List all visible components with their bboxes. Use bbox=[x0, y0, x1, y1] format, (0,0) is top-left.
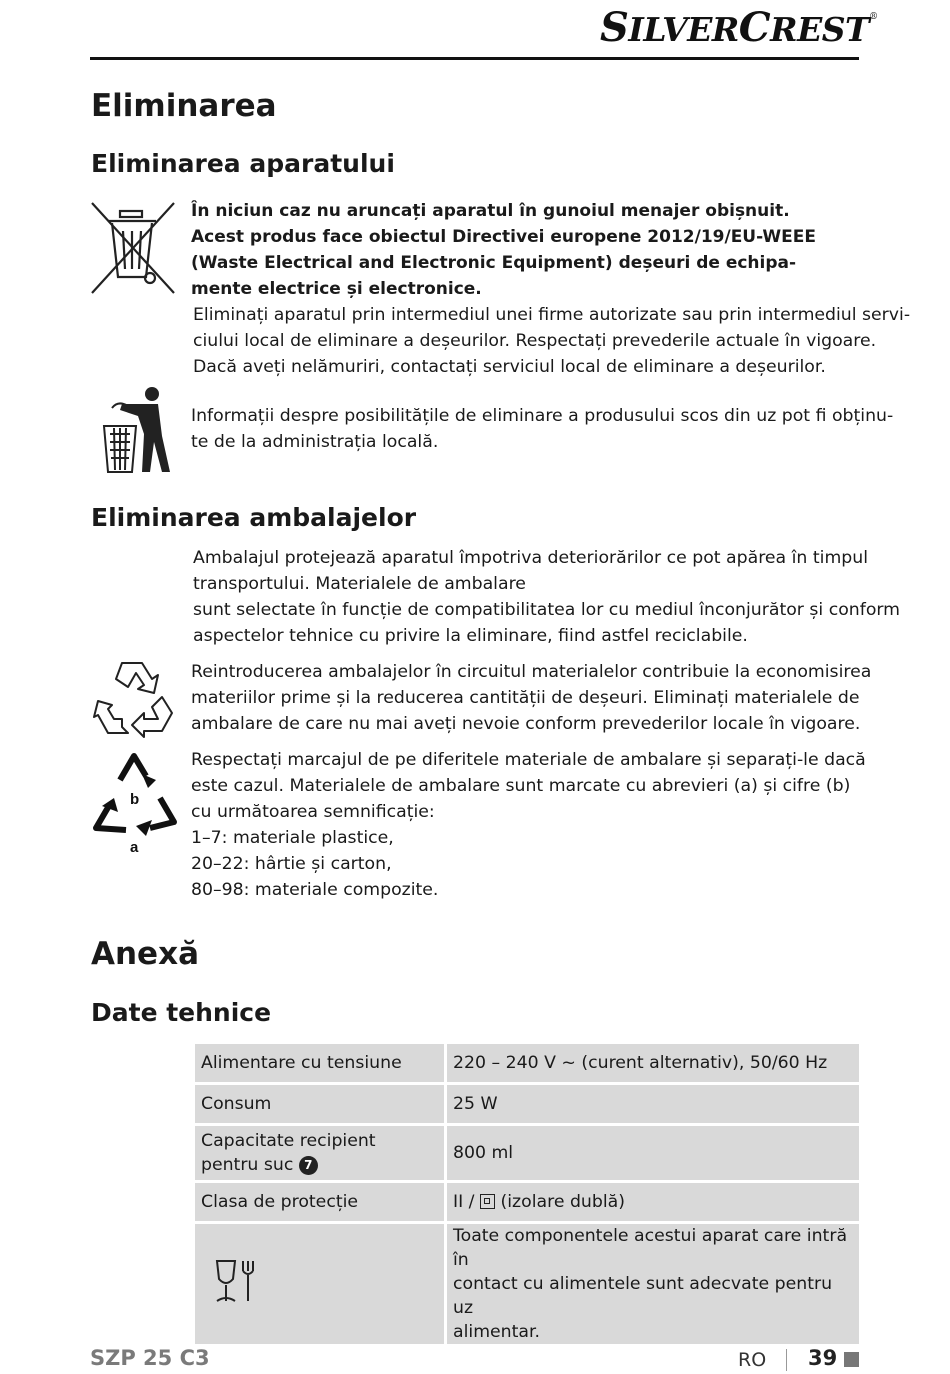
spec-value: 25 W bbox=[447, 1085, 859, 1126]
subsection-title-aparat: Eliminarea aparatului bbox=[91, 149, 395, 178]
food-safe-cell bbox=[195, 1224, 447, 1347]
language-code: RO bbox=[738, 1349, 767, 1371]
technical-data-table bbox=[195, 1044, 859, 1347]
header-rule bbox=[90, 57, 859, 60]
symbol-a: a bbox=[130, 839, 139, 856]
section-title-anexa: Anexă bbox=[91, 936, 200, 972]
marking-info: Respectați marcajul de pe diferitele materiale de ambalare și separați-le dacă este cazul. Materialele de ambalare sunt marcate cu abrevieri (a) și cifre (b) cu următoarea semnificație: 1–7: materiale plastice, 20–22: hârtie și carton, 80–98: materiale compozite. bbox=[191, 750, 866, 900]
spec-label: Clasa de protecție bbox=[195, 1183, 447, 1224]
protection-class: II / bbox=[453, 1192, 475, 1212]
page-number: 39 bbox=[808, 1346, 838, 1370]
local-authority-info: Informații despre posibilitățile de eliminare a produsului scos din uz pot fi obținu- te de la administrația locală. bbox=[191, 406, 894, 452]
model-number: SZP 25 C3 bbox=[90, 1346, 210, 1370]
section-title-eliminarea: Eliminarea bbox=[91, 88, 277, 124]
silvercrest-logo: SILVERCREST® bbox=[600, 4, 878, 51]
table-row bbox=[195, 1183, 859, 1224]
double-insulation-icon bbox=[480, 1194, 495, 1209]
table-row bbox=[195, 1224, 859, 1347]
food-safe-icon bbox=[213, 1257, 257, 1305]
spec-value bbox=[447, 1183, 859, 1224]
part-number-badge: 7 bbox=[299, 1156, 318, 1175]
table-row bbox=[195, 1126, 859, 1183]
page-marker-square bbox=[844, 1352, 859, 1367]
table-row bbox=[195, 1085, 859, 1126]
subsection-title-date-tehnice: Date tehnice bbox=[91, 998, 272, 1027]
disposal-instructions: Eliminați aparatul prin intermediul unei firme autorizate sau prin intermediul servi- ciului local de eliminare a deșeurilor. Respectați prevederile actuale în vigoare. Dacă aveți nelămuriri, contactați serviciul local de eliminare a deșeurilor. bbox=[193, 305, 911, 377]
weee-warning-text: În niciun caz nu aruncați aparatul în gunoiul menajer obișnuit. Acest produs face obiectul Directivei europene 2012/19/EU-WEEE (Waste Electrical and Electronic Equipment) deșeuri de echipa- mente electrice și electronice. bbox=[191, 201, 816, 299]
packaging-intro: Ambalajul protejează aparatul împotriva deteriorărilor ce pot apărea în timpul transportului. Materialele de ambalare sunt selectate în funcție de compatibilitatea lor cu mediul înconjurător și conform aspectelor tehnice cu privire la eliminare, fiind astfel reciclabile. bbox=[193, 548, 901, 646]
spec-label bbox=[195, 1126, 447, 1183]
protection-description: (izolare dublă) bbox=[500, 1192, 625, 1212]
recycle-icon bbox=[92, 657, 178, 739]
weee-crossed-bin-icon bbox=[90, 201, 176, 295]
food-safe-description: Toate componentele acestui aparat care intră în contact cu alimentele sunt adecvate pentru uz alimentar. bbox=[447, 1224, 859, 1347]
spec-value: 220 – 240 V ~ (curent alternativ), 50/60 Hz bbox=[447, 1044, 859, 1085]
dispose-in-bin-icon bbox=[100, 386, 172, 474]
spec-value: 800 ml bbox=[447, 1126, 859, 1183]
footer-separator bbox=[786, 1349, 787, 1371]
recycling-info: Reintroducerea ambalajelor în circuitul materialelor contribuie la economisirea materiilor prime și la reducerea cantității de deșeuri. Eliminați materialele de ambalare de care nu mai aveți nevoie conform prevederilor locale în vigoare. bbox=[191, 662, 872, 734]
table-row bbox=[195, 1044, 859, 1085]
spec-label: Alimentare cu tensiune bbox=[195, 1044, 447, 1085]
subsection-title-ambalaje: Eliminarea ambalajelor bbox=[91, 503, 417, 532]
recycling-code-triangle-icon bbox=[90, 750, 182, 858]
spec-label: Consum bbox=[195, 1085, 447, 1126]
spec-label-text: Capacitate recipient pentru suc bbox=[201, 1131, 376, 1175]
symbol-b: b bbox=[130, 791, 140, 808]
